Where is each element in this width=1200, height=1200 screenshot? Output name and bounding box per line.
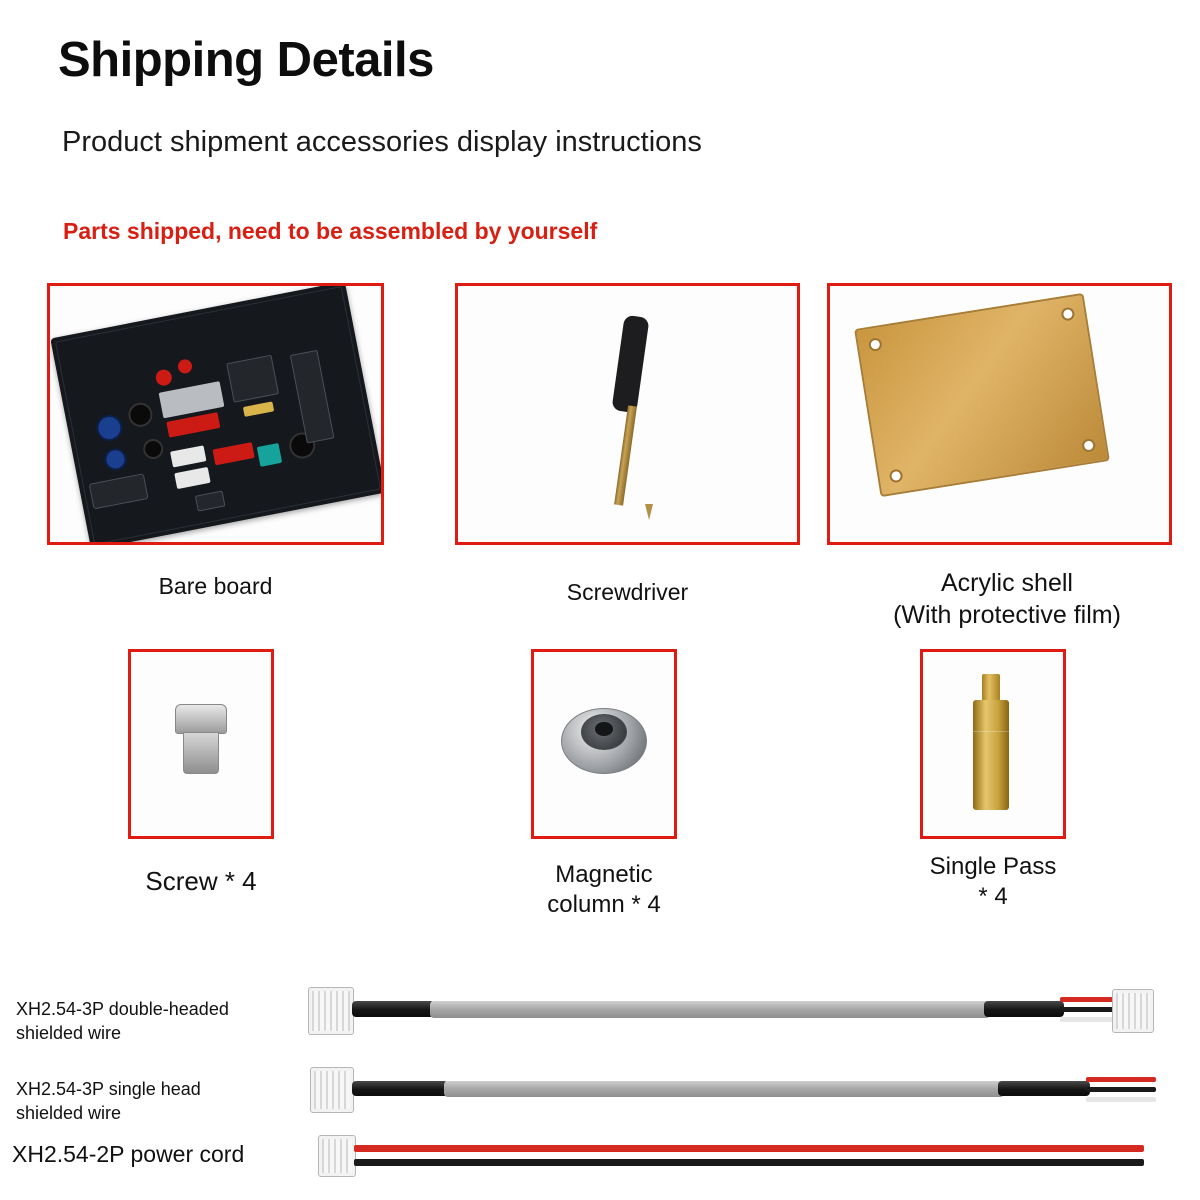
connector-icon xyxy=(170,445,206,467)
bare-board-caption: Bare board xyxy=(158,573,273,599)
connector-xh254-2p xyxy=(318,1135,356,1177)
screw-shank xyxy=(183,732,219,774)
pad-icon xyxy=(243,401,274,417)
mount-hole-icon xyxy=(868,337,883,352)
wire-red xyxy=(1086,1077,1156,1082)
screw-head xyxy=(175,704,227,734)
bare-board-image-frame xyxy=(47,283,384,545)
screw-illustration xyxy=(131,652,271,836)
screwdriver-image-frame xyxy=(455,283,800,545)
wire-white xyxy=(1060,1017,1116,1022)
standoff-thread xyxy=(982,674,1000,702)
cable-sleeve-black xyxy=(984,1001,1064,1017)
screw-caption: Screw * 4 xyxy=(145,866,257,896)
screwdriver-shaft xyxy=(614,405,637,505)
wire-black xyxy=(354,1159,1144,1166)
connector-icon xyxy=(174,467,210,489)
ic-chip-icon xyxy=(226,355,279,403)
single-pass-caption: Single Pass xyxy=(929,853,1057,880)
assembly-notice: Parts shipped, need to be assembled by yourself xyxy=(63,218,598,244)
cable-sleeve-black xyxy=(998,1081,1090,1096)
capacitor-icon xyxy=(103,446,129,472)
acrylic-shell-caption: Acrylic shell xyxy=(941,569,1073,597)
single-pass-image-frame xyxy=(920,649,1066,839)
wire-2-illustration xyxy=(300,1055,1180,1125)
wire-1-label-line2: shielded wire xyxy=(16,1023,122,1043)
connector-ribs xyxy=(312,991,350,1031)
cable-shield-grey xyxy=(430,1001,990,1018)
wire-black xyxy=(1086,1087,1156,1092)
wire-3-illustration xyxy=(310,1125,1180,1185)
connector-ribs xyxy=(322,1139,352,1173)
screwdriver-caption: Screwdriver xyxy=(566,579,689,605)
header-pins-icon xyxy=(290,350,335,444)
magnetic-column-caption-line2: column * 4 xyxy=(547,891,661,918)
wire-red xyxy=(1060,997,1116,1002)
wire-white xyxy=(1086,1097,1156,1102)
cable-shield-grey xyxy=(444,1081,1004,1097)
screwdriver-tip xyxy=(645,504,653,520)
page-title: Shipping Details xyxy=(58,33,434,87)
inductor-icon xyxy=(159,381,225,418)
acrylic-panel-illustration xyxy=(854,293,1110,497)
wire-2-label-line1: XH2.54-3P single head xyxy=(16,1079,201,1099)
magnetic-column-illustration xyxy=(534,652,674,836)
screwdriver-handle xyxy=(611,315,649,414)
magnet-center-hole xyxy=(595,722,613,736)
capacitor-icon xyxy=(94,413,124,443)
capacitor-icon xyxy=(287,430,317,460)
wire-1-label-line1: XH2.54-3P double-headed xyxy=(16,999,229,1019)
screw-image-frame xyxy=(128,649,274,839)
connector-xh254-3p xyxy=(1112,989,1154,1033)
magnetic-column-caption: Magnetic xyxy=(555,861,653,888)
acrylic-shell-image-frame xyxy=(827,283,1172,545)
wire-red xyxy=(354,1145,1144,1152)
wire-2-label-line2: shielded wire xyxy=(16,1103,122,1123)
mount-hole-icon xyxy=(1060,307,1075,322)
led-icon xyxy=(177,358,193,374)
cable-sleeve-black xyxy=(352,1081,448,1096)
audio-jack-icon xyxy=(195,491,226,512)
connector-ribs xyxy=(1116,993,1150,1029)
mount-hole-icon xyxy=(1081,438,1096,453)
standoff-body xyxy=(973,700,1009,810)
acrylic-shell-caption-line2: (With protective film) xyxy=(893,601,1121,629)
capacitor-icon xyxy=(141,437,164,460)
connector-ribs xyxy=(314,1071,350,1109)
capacitor-icon xyxy=(126,401,154,429)
magnetic-column-image-frame xyxy=(531,649,677,839)
connector-xh254-3p xyxy=(310,1067,354,1113)
pcb-illustration xyxy=(50,283,384,545)
mount-hole-icon xyxy=(889,468,904,483)
wire-3-label-line1: XH2.54-2P power cord xyxy=(12,1141,245,1167)
trimmer-icon xyxy=(257,443,282,467)
wire-1-illustration xyxy=(300,975,1180,1045)
single-pass-caption-line2: * 4 xyxy=(978,883,1008,910)
screwdriver-illustration xyxy=(458,286,797,542)
page-subtitle: Product shipment accessories display instructions xyxy=(62,126,702,158)
standoff-illustration xyxy=(923,652,1063,836)
led-icon xyxy=(154,368,173,387)
resistor-icon xyxy=(166,412,220,438)
connector-xh254-3p xyxy=(308,987,354,1035)
wire-black xyxy=(1060,1007,1116,1012)
dc-jack-icon xyxy=(89,473,149,509)
button-icon xyxy=(212,442,254,465)
cable-sleeve-black xyxy=(352,1001,434,1017)
